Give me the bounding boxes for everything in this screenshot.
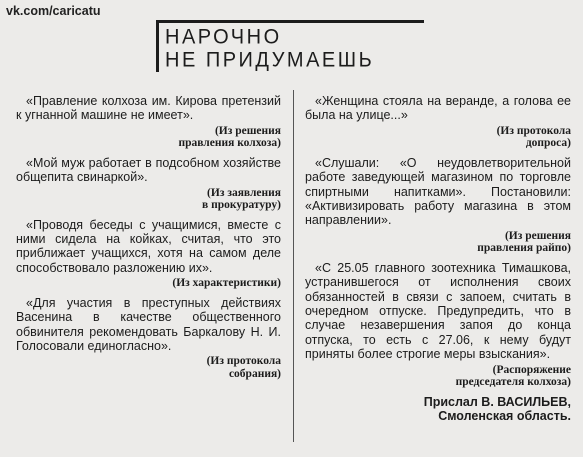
- quote-text: «Мой муж работает в подсобном хозяйстве общепита свинаркой».: [16, 155, 281, 185]
- quote-item: [305, 261, 571, 389]
- left-column: [16, 94, 281, 386]
- quote-text: «Слушали: «О неудовлетворительной работе заведующей магазином по торговле спиртными напитками». Постановили: «Активизировать работу магазина в этом направлении».: [305, 155, 571, 228]
- sender-name: Прислал В. ВАСИЛЬЕВ,: [423, 394, 571, 409]
- rubric-title-box: [156, 20, 424, 72]
- quote-source: (Распоряжение председателя колхоза): [455, 363, 571, 389]
- quote-source: (Из решения правления райпо): [477, 229, 571, 255]
- quote-text: «Правление колхоза им. Кирова претензий к угнанной машине не имеет».: [16, 94, 281, 123]
- quote-item: [16, 296, 281, 381]
- quote-item: [305, 156, 571, 255]
- quote-text: «Женщина стояла на веранде, а голова ее была на улице...»: [305, 94, 571, 123]
- sender-region: Смоленская область.: [438, 409, 571, 424]
- rubric-title-line-1: НАРОЧНО: [165, 25, 282, 49]
- quote-text: «С 25.05 главного зоотехника Тимашкова, устранившегося от исполнения своих обязанностей в связи с запоем, считать в очередном отпуске. Предупредить, что в случае незавершения запоя до конца отпуска, то есть с 27.06, к нему будут приняты более строгие меры взыскания».: [305, 260, 571, 362]
- quote-source: (Из заявления в прокуратуру): [202, 186, 281, 212]
- quote-item: [305, 94, 571, 150]
- sender-signature: [305, 395, 571, 424]
- quote-text: «Для участия в преступных действиях Васенина в качестве общественного обвинителя рекомендовать Баркалову Н. И. Голосовали единогласно».: [16, 295, 281, 353]
- quote-source: (Из характеристики): [172, 277, 281, 290]
- quote-item: [16, 218, 281, 290]
- quote-item: [16, 94, 281, 150]
- column-divider: [293, 90, 294, 442]
- rubric-title-line-2: НЕ ПРИДУМАЕШЬ: [165, 48, 375, 72]
- quote-source: (Из протокола собрания): [206, 355, 281, 380]
- quote-source: (Из протокола допроса): [496, 124, 571, 150]
- quote-text: «Проводя беседы с учащимися, вместе с ними сидела на койках, считая, что это приближает учащихся, хотя на самом деле способствовало разложению их».: [16, 217, 281, 275]
- watermark: vk.com/caricatu: [6, 4, 101, 18]
- quote-item: [16, 156, 281, 212]
- quote-source: (Из решения правления колхоза): [178, 124, 281, 150]
- right-column: [305, 94, 571, 424]
